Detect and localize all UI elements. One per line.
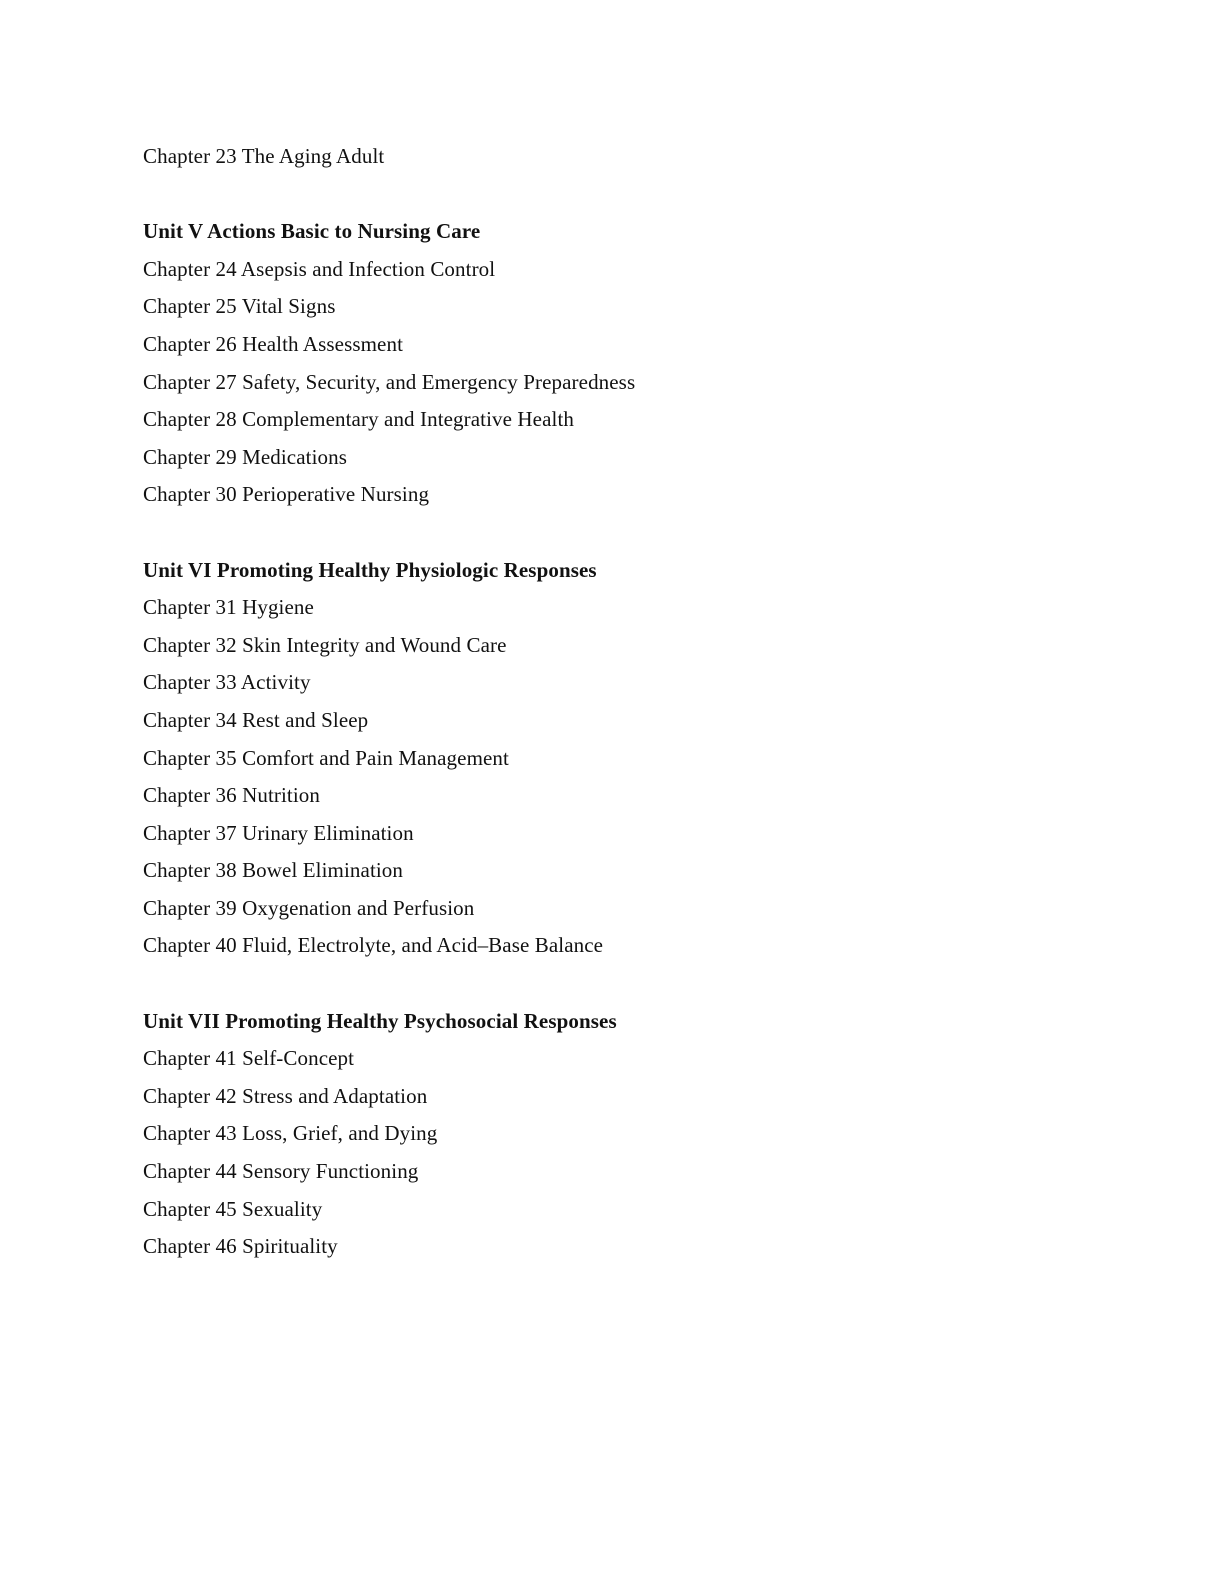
chapter-entry: Chapter 37 Urinary Elimination xyxy=(143,820,414,845)
chapter-entry: Chapter 32 Skin Integrity and Wound Care xyxy=(143,632,507,657)
chapter-entry: Chapter 25 Vital Signs xyxy=(143,294,336,319)
chapter-entry: Chapter 33 Activity xyxy=(143,670,311,695)
chapter-entry: Chapter 23 The Aging Adult xyxy=(143,144,385,168)
chapter-entry: Chapter 31 Hygiene xyxy=(143,595,314,620)
table-of-contents-page xyxy=(143,138,1143,1266)
chapter-entry: Chapter 36 Nutrition xyxy=(143,783,320,808)
chapter-entry: Chapter 40 Fluid, Electrolyte, and Acid–Base Balance xyxy=(143,933,604,958)
chapter-entry: Chapter 28 Complementary and Integrative Health xyxy=(143,407,574,432)
chapter-entry: Chapter 26 Health Assessment xyxy=(143,331,404,356)
section-gap xyxy=(143,965,1143,1003)
chapter-entry: Chapter 35 Comfort and Pain Management xyxy=(143,745,509,770)
chapter-entry: Chapter 27 Safety, Security, and Emergency Preparedness xyxy=(143,369,636,394)
section-gap xyxy=(143,514,1143,552)
chapter-entry: Chapter 29 Medications xyxy=(143,444,347,469)
chapter-entry: Chapter 43 Loss, Grief, and Dying xyxy=(143,1121,438,1146)
chapter-entry: Chapter 45 Sexuality xyxy=(143,1196,323,1221)
chapter-entry: Chapter 46 Spirituality xyxy=(143,1234,338,1259)
section-gap xyxy=(143,176,1143,214)
chapter-entry: Chapter 30 Perioperative Nursing xyxy=(143,482,430,507)
chapter-entry: Chapter 42 Stress and Adaptation xyxy=(143,1083,428,1108)
chapter-entry: Chapter 24 Asepsis and Infection Control xyxy=(143,256,496,281)
chapter-entry: Chapter 41 Self-Concept xyxy=(143,1046,355,1071)
unit-heading-v: Unit V Actions Basic to Nursing Care xyxy=(143,219,481,244)
unit-heading-vi: Unit VI Promoting Healthy Physiologic Responses xyxy=(143,557,597,582)
chapter-entry: Chapter 44 Sensory Functioning xyxy=(143,1159,419,1184)
unit-heading-vii: Unit VII Promoting Healthy Psychosocial Responses xyxy=(143,1008,617,1033)
chapter-entry: Chapter 38 Bowel Elimination xyxy=(143,858,404,883)
chapter-entry: Chapter 34 Rest and Sleep xyxy=(143,707,369,732)
chapter-entry: Chapter 39 Oxygenation and Perfusion xyxy=(143,895,475,920)
